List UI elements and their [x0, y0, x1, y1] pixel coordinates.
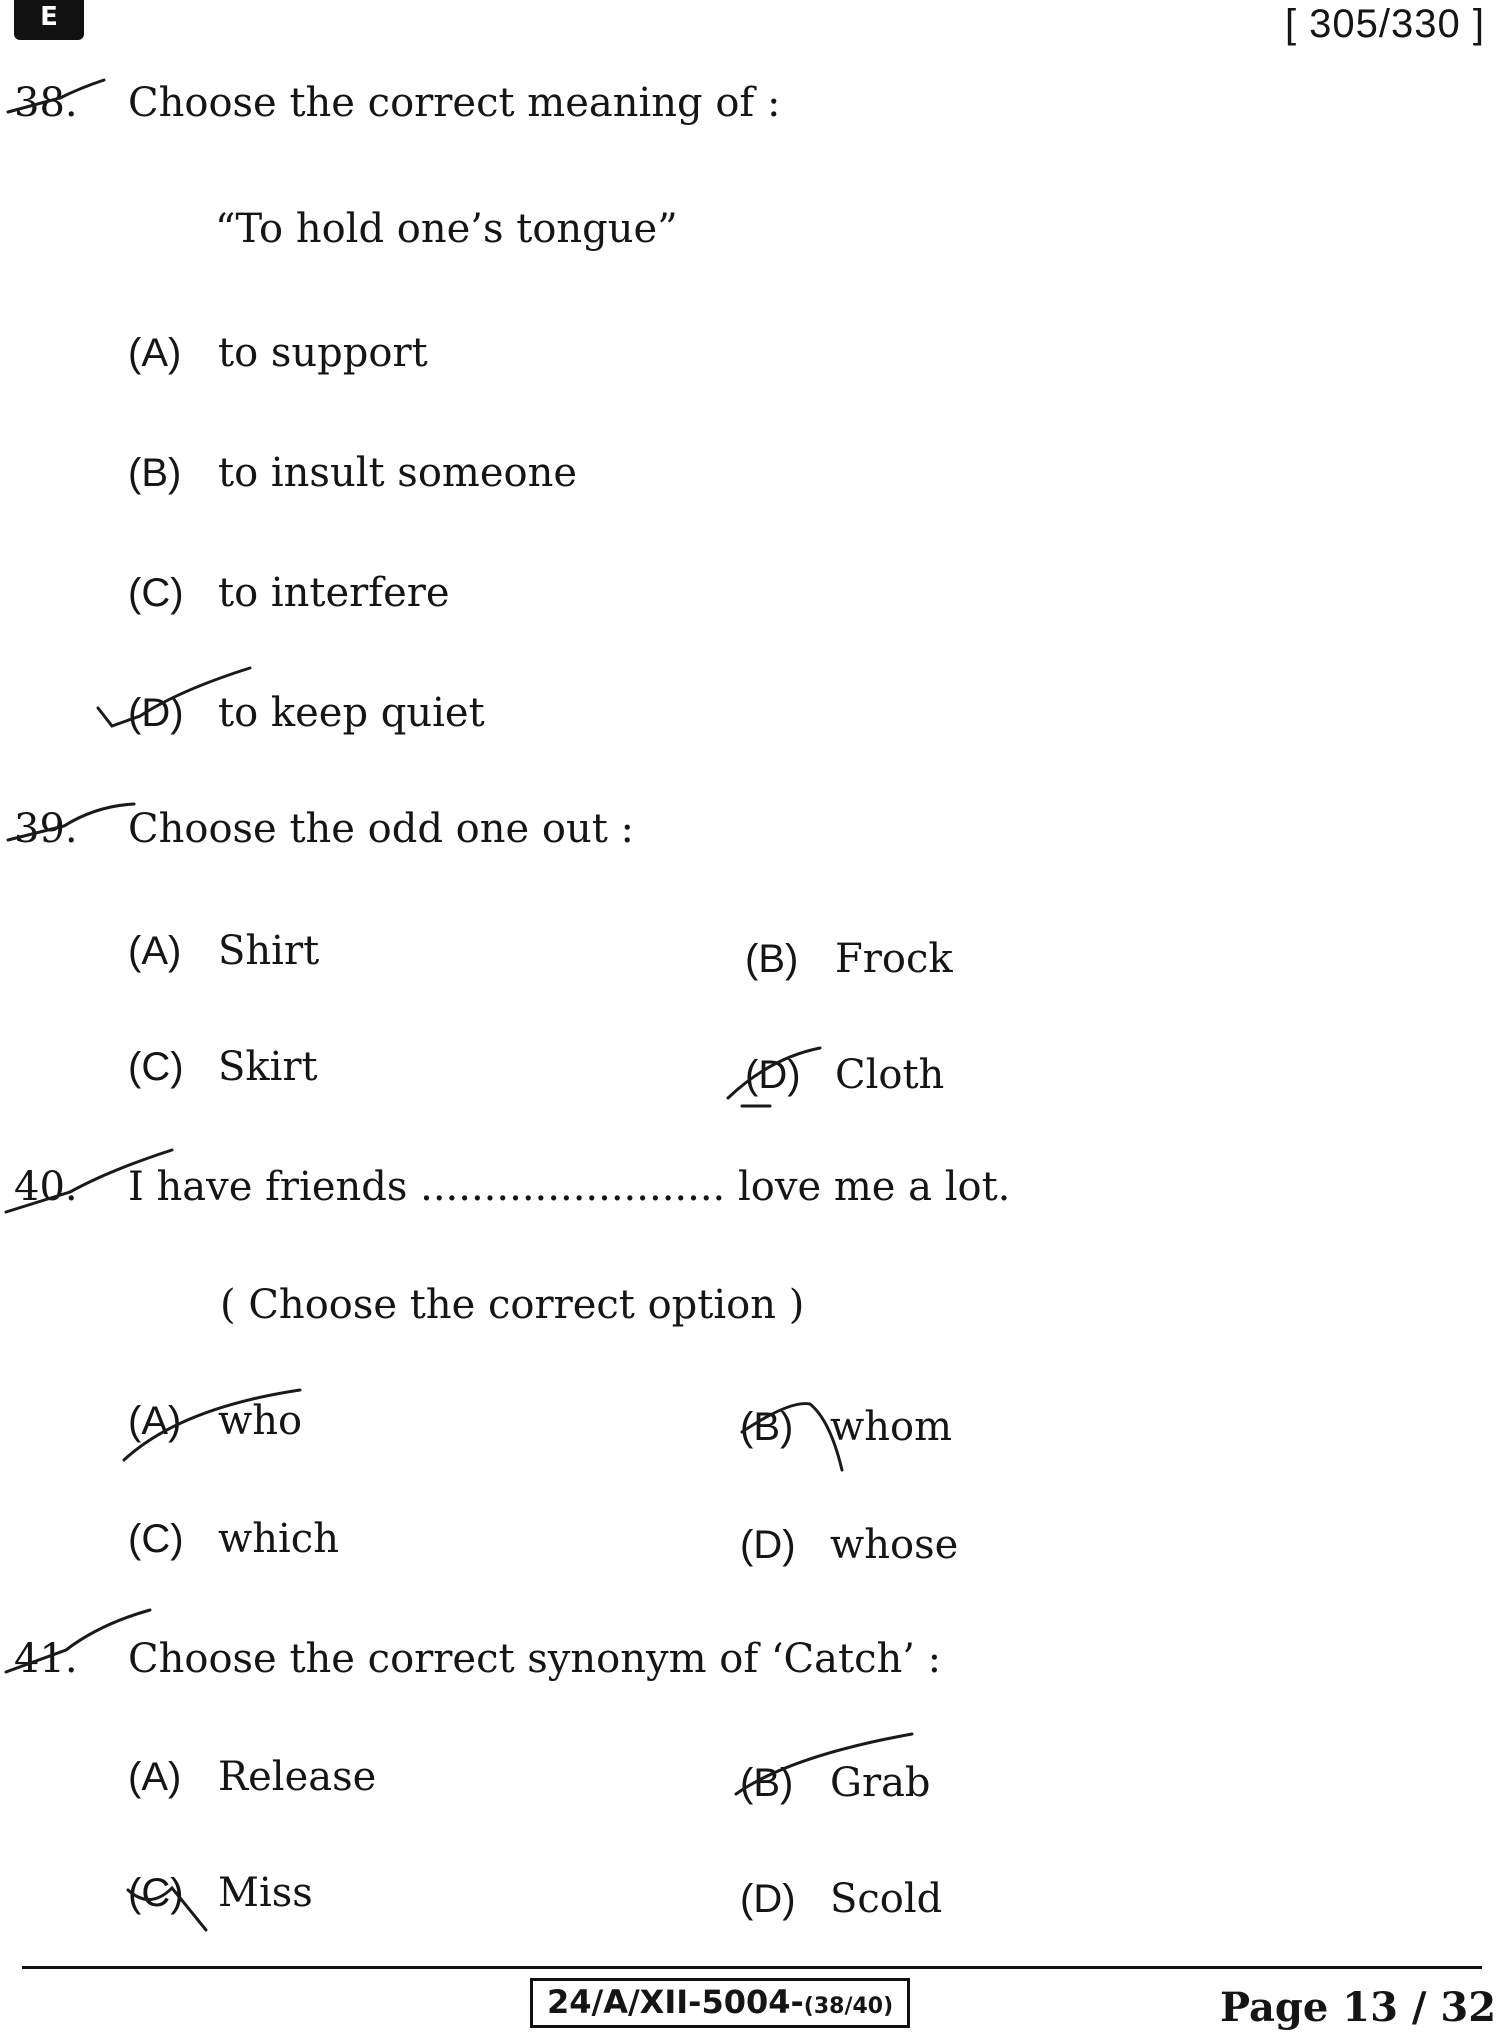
question-number: 40.	[14, 1164, 78, 1210]
question-stem: I have friends ........................ love me a lot.	[128, 1164, 1011, 1210]
option-text: Cloth	[835, 1052, 945, 1098]
option-text: Scold	[830, 1876, 943, 1922]
question-39	[14, 806, 634, 852]
option-label: (B)	[740, 1405, 794, 1449]
option-text: to insult someone	[218, 450, 578, 496]
option-text: whom	[830, 1404, 953, 1450]
question-38	[14, 80, 780, 126]
question-stem: Choose the correct meaning of :	[128, 80, 781, 126]
option-text: which	[218, 1516, 339, 1562]
option-39c	[128, 1044, 318, 1090]
option-text: Skirt	[218, 1044, 318, 1090]
option-text: whose	[830, 1522, 959, 1568]
option-label: (D)	[740, 1877, 796, 1921]
option-label: (B)	[745, 937, 799, 981]
option-41c	[128, 1870, 313, 1916]
page-number: Page 13 / 32	[1220, 1984, 1497, 2031]
option-39d	[745, 1052, 944, 1098]
paper-code-header: [ 305/330 ]	[1284, 2, 1485, 46]
option-40c	[128, 1516, 339, 1562]
option-text: Shirt	[218, 928, 320, 974]
series-tag: E	[14, 0, 84, 40]
option-label: (A)	[128, 1399, 182, 1443]
paper-code: 24/A/XII-5004-	[547, 1983, 804, 2021]
option-label: (B)	[128, 451, 182, 495]
option-label: (A)	[128, 929, 182, 973]
question-40	[14, 1164, 1010, 1210]
option-40d	[740, 1522, 958, 1568]
option-text: to interfere	[218, 570, 450, 616]
option-38d	[128, 690, 485, 736]
idiom-quote: “To hold one’s tongue”	[215, 206, 678, 252]
option-39a	[128, 928, 319, 974]
option-label: (C)	[128, 1871, 184, 1915]
option-label: (C)	[128, 1517, 184, 1561]
option-41d	[740, 1876, 942, 1922]
question-41	[14, 1636, 941, 1682]
option-39b	[745, 936, 953, 982]
option-label: (D)	[745, 1053, 801, 1097]
option-label: (C)	[128, 571, 184, 615]
question-stem: Choose the odd one out :	[128, 806, 635, 852]
option-label: (C)	[128, 1045, 184, 1089]
option-40a	[128, 1398, 302, 1444]
option-text: Release	[218, 1754, 377, 1800]
option-38b	[128, 450, 577, 496]
option-label: (D)	[128, 691, 184, 735]
footer-rule	[22, 1966, 1482, 1969]
option-label: (B)	[740, 1761, 794, 1805]
paper-code-suffix: (38/40)	[803, 1994, 894, 2019]
option-text: to support	[218, 330, 428, 376]
option-text: Grab	[830, 1760, 931, 1806]
question-number: 38.	[14, 80, 78, 126]
option-text: to keep quiet	[218, 690, 485, 736]
option-41b	[740, 1760, 931, 1806]
option-text: Miss	[218, 1870, 313, 1916]
question-number: 41.	[14, 1636, 78, 1682]
option-label: (A)	[128, 331, 182, 375]
question-number: 39.	[14, 806, 78, 852]
question-instruction: ( Choose the correct option )	[220, 1282, 805, 1328]
option-text: Frock	[835, 936, 953, 982]
question-stem: Choose the correct synonym of ‘Catch’ :	[128, 1636, 942, 1682]
option-41a	[128, 1754, 376, 1800]
option-label: (D)	[740, 1523, 796, 1567]
option-38c	[128, 570, 450, 616]
option-40b	[740, 1404, 952, 1450]
option-text: who	[218, 1398, 303, 1444]
option-label: (A)	[128, 1755, 182, 1799]
option-38a	[128, 330, 428, 376]
footer-paper-code	[530, 1978, 910, 2028]
